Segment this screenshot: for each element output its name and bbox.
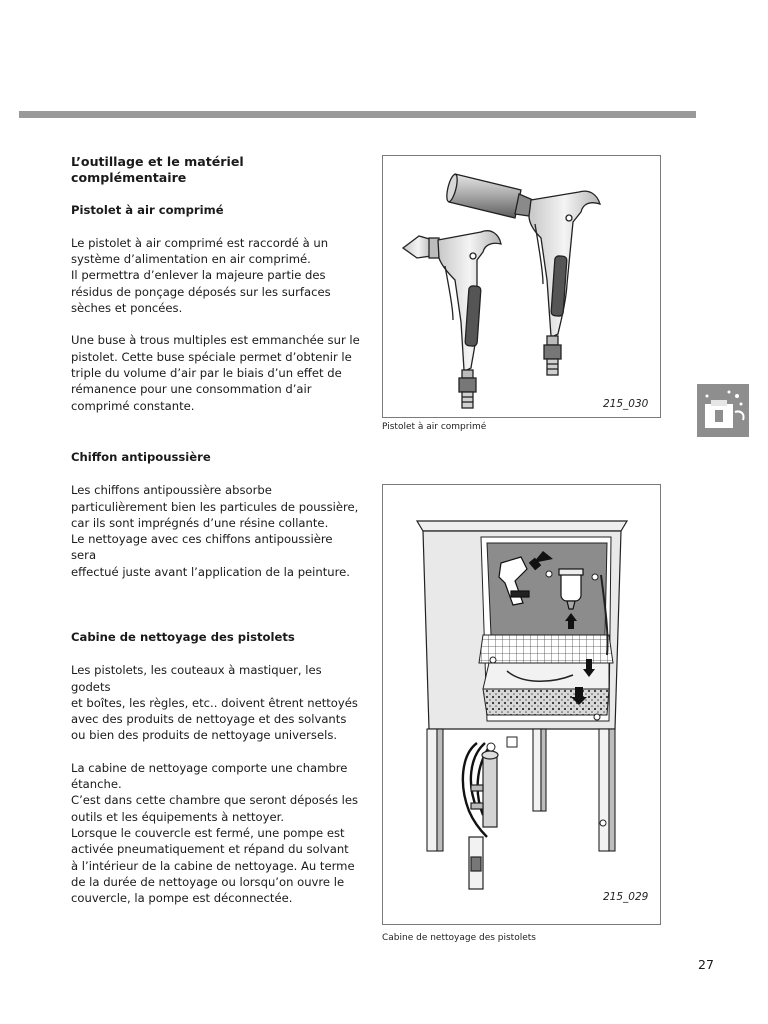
figure-cleaning-cabinet xyxy=(382,484,661,925)
air-gun-illustration xyxy=(383,156,659,416)
heading-pistolet: Pistolet à air comprimé xyxy=(71,202,224,217)
cone-nozzle-gun-icon xyxy=(403,231,501,408)
cabinet-legs-icon xyxy=(427,729,615,851)
paragraph-pistolet-1: Le pistolet à air comprimé est raccordé à un système d’alimentation en air comprimé. Il permettra d’enlever la majeure partie des résidus de ponçage déposés sur les surfaces sèches et poncées. xyxy=(71,235,331,316)
top-rule xyxy=(19,111,696,118)
paragraph-cabine-1: Les pistolets, les couteaux à mastiquer, les godets et boîtes, les règles, etc.. doivent êtrent nettoyés avec des produits de nettoyage et des solvants ou bien des produits de nettoyage universels. xyxy=(71,663,358,743)
tools-section-icon xyxy=(697,384,749,437)
figure-air-gun xyxy=(382,155,661,418)
figure-id-gun: 215_030 xyxy=(603,398,649,410)
paragraph-pistolet-2: Une buse à trous multiples est emmanchée sur le pistolet. Cette buse spéciale permet d’obtenir le triple du volume d’air par le biais d’un effet de rémanence pour une consommation d’air comprimé constante. xyxy=(71,333,360,413)
solvent-bath-icon xyxy=(483,689,609,715)
section-pistolet xyxy=(71,154,361,414)
cleaning-cabinet-illustration xyxy=(383,485,659,923)
lid-icon xyxy=(417,521,627,531)
paragraph-cabine-2: La cabine de nettoyage comporte une chambre étanche. C’est dans cette chambre que seront déposés les outils et les équipements à nettoyer. Lorsque le couvercle est fermé, une pompe est activée pneumatiquement et répand du solvant à l’intérieur de la cabine de nettoyage. Au terme de la durée de nettoyage ou lorsqu’on ouvre le couvercle, la pompe est déconnectée. xyxy=(71,760,359,906)
section-tab xyxy=(697,384,749,437)
paragraph-chiffon: Les chiffons antipoussière absorbe particulièrement bien les particules de poussière, car ils sont imprégnés d’une résine collante. Le nettoyage avec ces chiffons antipoussière sera effectué juste avant l’application de la peinture. xyxy=(71,483,359,579)
caption-cabinet: Cabine de nettoyage des pistolets xyxy=(382,933,536,943)
page-number: 27 xyxy=(698,957,714,972)
page-title: L’outillage et le matériel complémentaire xyxy=(71,154,244,186)
heading-chiffon: Chiffon antipoussière xyxy=(71,450,211,464)
caption-gun: Pistolet à air comprimé xyxy=(382,422,487,432)
section-chiffon xyxy=(71,449,361,580)
section-cabine xyxy=(71,629,361,906)
heading-cabine: Cabine de nettoyage des pistolets xyxy=(71,630,295,644)
figure-id-cabinet: 215_029 xyxy=(603,891,649,903)
grid-shelf-icon xyxy=(479,635,613,663)
